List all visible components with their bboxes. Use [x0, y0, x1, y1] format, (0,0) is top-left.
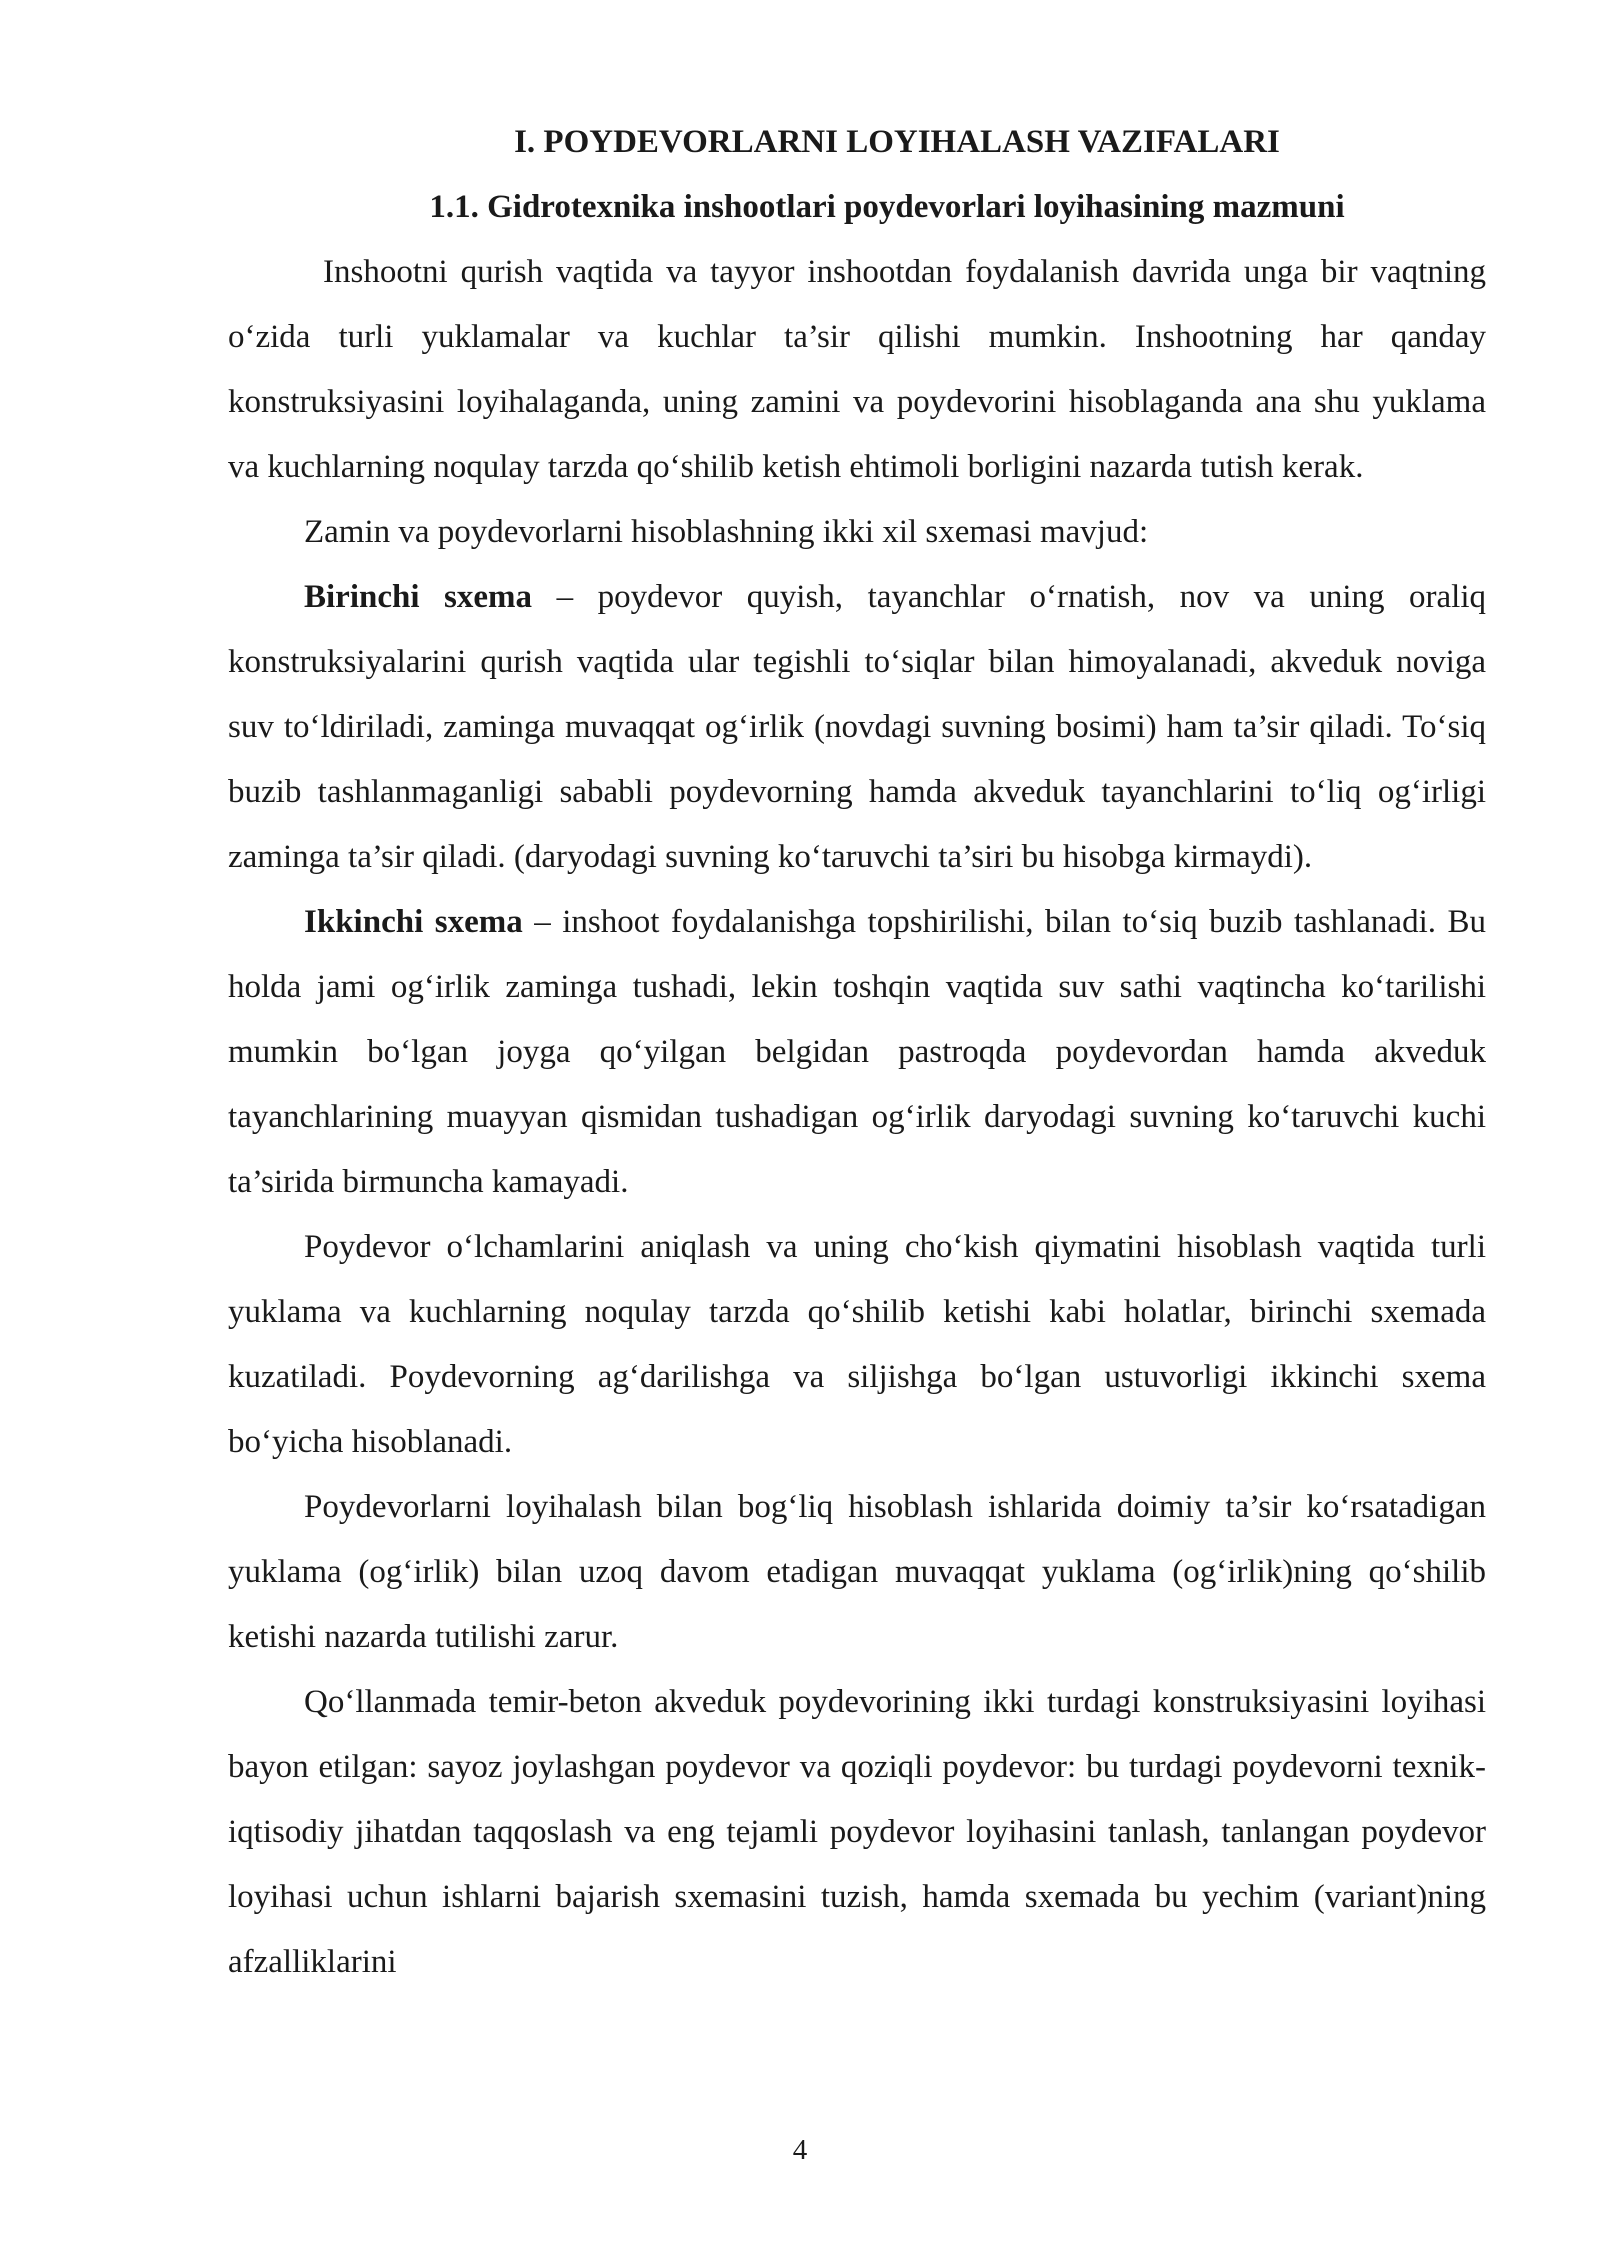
- paragraph-loads: Poydevorlarni loyihalash bilan bog‘liq hisoblash ishlarida doimiy ta’sir ko‘rsatadigan yuklama (og‘irlik) bilan uzoq davom etadigan muvaqqat yuklama (og‘irlik)ning qo‘shilib ketishi nazarda tutilishi zarur.: [228, 1489, 1486, 1655]
- paragraph-intro: Inshootni qurish vaqtida va tayyor inshootdan foydalanish davrida unga bir vaqtning o‘zida turli yuklamalar va kuchlar ta’sir qilishi mumkin. Inshootning har qanday konstruksiyasini loyihalaganda, uning zamini va poydevorini hisoblaganda ana shu yuklama va kuchlarning noqulay tarzda qo‘shilib ketish ehtimoli borligini nazarda tutish kerak.: [228, 254, 1486, 485]
- paragraph-schemes-intro: Zamin va poydevorlarni hisoblashning ikki xil sxemasi mavjud:: [304, 514, 1149, 550]
- chapter-title: I. POYDEVORLARNI LOYIHALASH VAZIFALARI: [514, 124, 1280, 160]
- document-page: [228, 110, 1486, 1995]
- section-title: 1.1. Gidrotexnika inshootlari poydevorlari loyihasining mazmuni: [429, 189, 1345, 225]
- first-scheme-term: Birinchi sxema: [304, 579, 533, 615]
- second-scheme-text: – inshoot foydalanishga topshirilishi, bilan to‘siq buzib tashlanadi. Bu holda jami og‘irlik zaminga tushadi, lekin toshqin vaqtida suv sathi vaqtincha ko‘tarilishi mumkin bo‘lgan joyga qo‘yilgan belgidan pastroqda poydevordan hamda akveduk tayanchlarining muayyan qismidan tushadigan og‘irlik daryodagi suvning ko‘taruvchi kuchi ta’sirida birmuncha kamayadi.: [228, 904, 1487, 1200]
- paragraph-manual: Qo‘llanmada temir-beton akveduk poydevorining ikki turdagi konstruksiyasini loyihasi bayon etilgan: sayoz joylashgan poydevor va qoziqli poydevor: bu turdagi poydevorni texnik-iqtisodiy jihatdan taqqoslash va eng tejamli poydevor loyihasini tanlash, tanlangan poydevor loyihasi uchun ishlarni bajarish sxemasini tuzish, hamda sxemada bu yechim (variant)ning afzalliklarini: [228, 1684, 1486, 1980]
- first-scheme-text: – poydevor quyish, tayanchlar o‘rnatish, nov va uning oraliq konstruksiyalarini qurish vaqtida ular tegishli to‘siqlar bilan himoyalanadi, akveduk noviga suv to‘ldiriladi, zaminga muvaqqat og‘irlik (novdagi suvning bosimi) ham ta’sir qiladi. To‘siq buzib tashlanmaganligi sababli poydevorning hamda akveduk tayanchlarini to‘liq og‘irligi zaminga ta’sir qiladi. (daryodagi suvning ko‘taruvchi ta’siri bu hisobga kirmaydi).: [228, 579, 1486, 875]
- paragraph-second-scheme: [228, 890, 1486, 1215]
- paragraph-dimensions: Poydevor o‘lchamlarini aniqlash va uning cho‘kish qiymatini hisoblash vaqtida turli yuklama va kuchlarning noqulay tarzda qo‘shilib ketishi kabi holatlar, birinchi sxemada kuzatiladi. Poydevorning ag‘darilishga va siljishga bo‘lgan ustuvorligi ikkinchi sxema bo‘yicha hisoblanadi.: [228, 1229, 1486, 1460]
- second-scheme-term: Ikkinchi sxema: [304, 904, 523, 940]
- paragraph-first-scheme: [228, 565, 1486, 890]
- page-number: 4: [792, 2134, 808, 2166]
